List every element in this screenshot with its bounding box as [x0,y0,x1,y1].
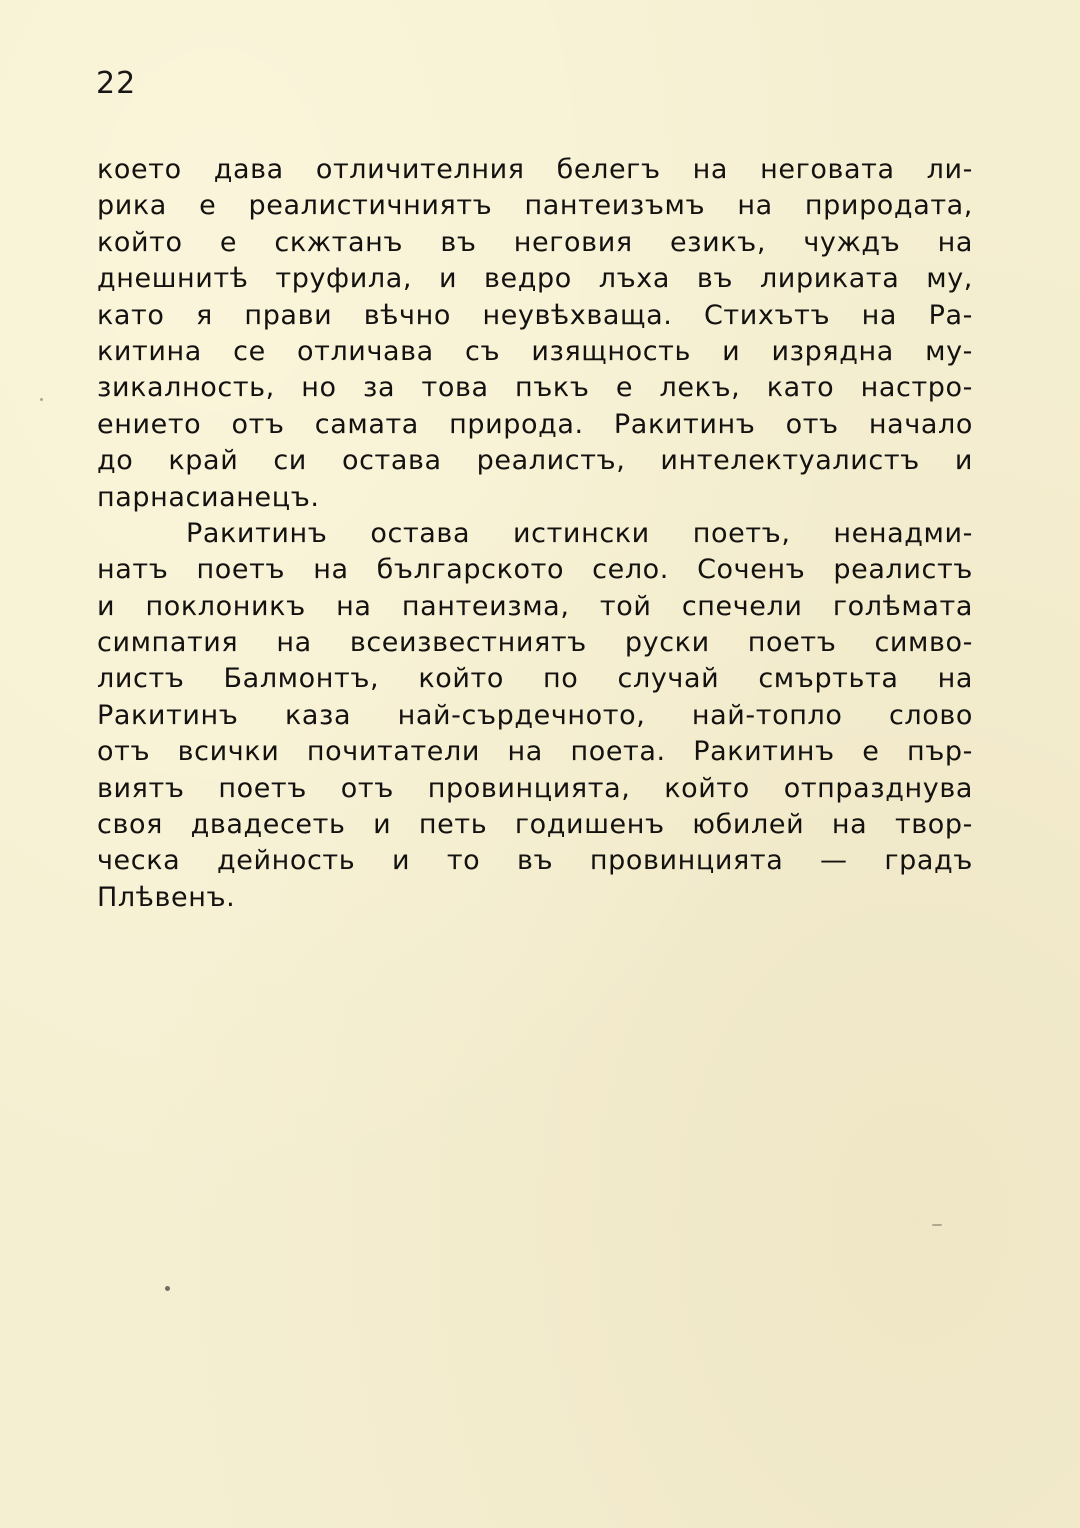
paragraph-2 [97,516,973,916]
text-line: Ракитинъ каза най-сърдечното, най-топло слово [97,699,973,731]
text-line: отъ всички почитатели на поета. Ракитинъ е пър- [97,736,973,768]
page-number: 22 [96,66,137,101]
text-line: натъ поетъ на българското село. Соченъ реалистъ [97,554,973,586]
text-line: ческа дейность и то въ провинцията — градъ [97,845,973,877]
text-line: Ракитинъ остава истински поетъ, ненадми- [186,517,973,549]
text-line: Плѣвенъ. [97,881,236,913]
paper-speck [165,1286,170,1291]
text-line: което дава отличителния белегъ на неговата ли- [97,154,973,185]
text-line: листъ Балмонтъ, който по случай смъртьта на [97,663,973,695]
text-line: виятъ поетъ отъ провинцията, който отпразднува [97,772,973,804]
text-line: като я прави вѣчно неувѣхваща. Стихътъ на Ра- [97,299,973,331]
text-line: своя двадесеть и петь годишенъ юбилей на твор- [97,809,973,841]
text-line: симпатия на всеизвестниятъ руски поетъ симво- [97,627,973,659]
text-line: и поклоникъ на пантеизма, той спечели голѣмата [97,590,973,622]
text-line: който е скжтанъ въ неговия езикъ, чуждъ на [97,226,973,258]
paragraph-1 [97,152,973,516]
text-line: парнасианецъ. [97,481,320,513]
text-line: до край си остава реалистъ, интелектуалистъ и [97,445,973,477]
text-line: зикалность, но за това пъкъ е лекъ, като настро- [97,372,973,404]
text-line: ението отъ самата природа. Ракитинъ отъ начало [97,408,973,440]
text-line: рика е реалистичниятъ пантеизъмъ на природата, [97,190,973,222]
paper-speck [40,398,43,401]
text-line: китина се отличава съ изящность и изрядна му- [97,335,973,367]
paper-speck [932,1224,942,1226]
body-text [97,152,973,916]
text-line: днешнитѣ труфила, и ведро лъха въ лириката му, [97,263,973,295]
